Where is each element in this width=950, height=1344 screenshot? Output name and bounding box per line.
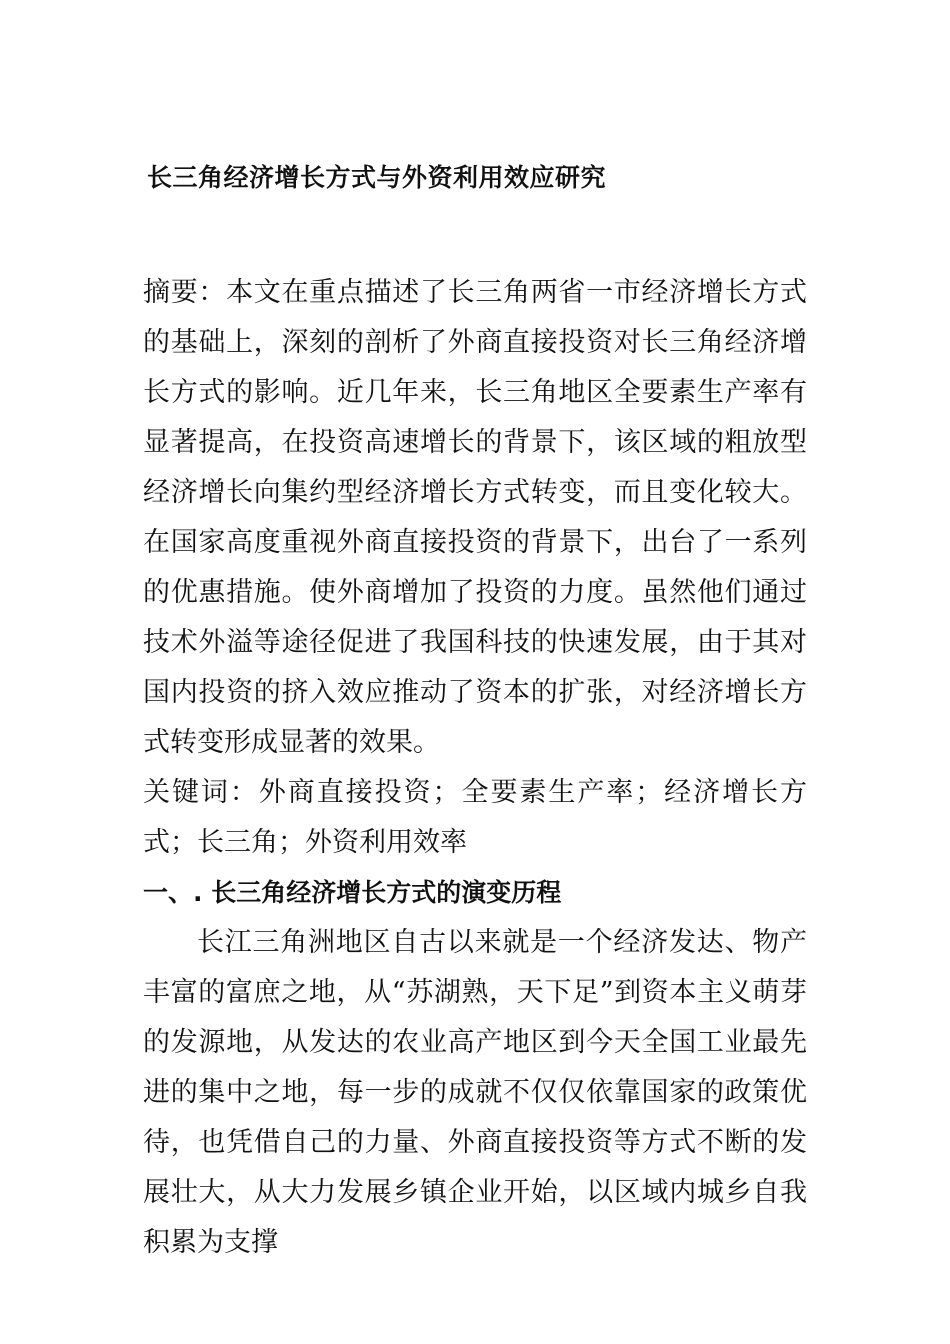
section-paragraph: 长江三角洲地区自古以来就是一个经济发达、物产丰富的富庶之地，从“苏湖熟，天下足”到资本主义萌芽的发源地，从发达的农业高产地区到今天全国工业最先进的集中之地，每一步的成就不仅仅依靠国家的政策优待，也凭借自己的力量、外商直接投资等方式不断的发展壮大，从大力发展乡镇企业开始，以区域内城乡自我积累为支撑 bbox=[143, 927, 807, 1258]
abstract-paragraph: 摘要：本文在重点描述了长三角两省一市经济增长方式的基础上，深刻的剖析了外商直接投资对长三角经济增长方式的影响。近几年来，长三角地区全要素生产率有显著提高，在投资高速增长的背景下，该区域的粗放型经济增长向集约型经济增长方式转变，而且变化较大。在国家高度重视外商直接投资的背景下，出台了一系列的优惠措施。使外商增加了投资的力度。虽然他们通过技术外溢等途径促进了我国科技的快速发展，由于其对国内投资的挤入效应推动了资本的扩张，对经济增长方式转变形成显著的效果。 bbox=[143, 277, 807, 758]
section-heading: 一、. 长三角经济增长方式的演变历程 bbox=[143, 878, 562, 907]
document-title: 长三角经济增长方式与外资利用效应研究 bbox=[147, 163, 607, 192]
document-body bbox=[143, 268, 807, 1268]
keywords-paragraph: 关键词：外商直接投资；全要素生产率；经济增长方式；长三角；外资利用效率 bbox=[143, 777, 807, 858]
